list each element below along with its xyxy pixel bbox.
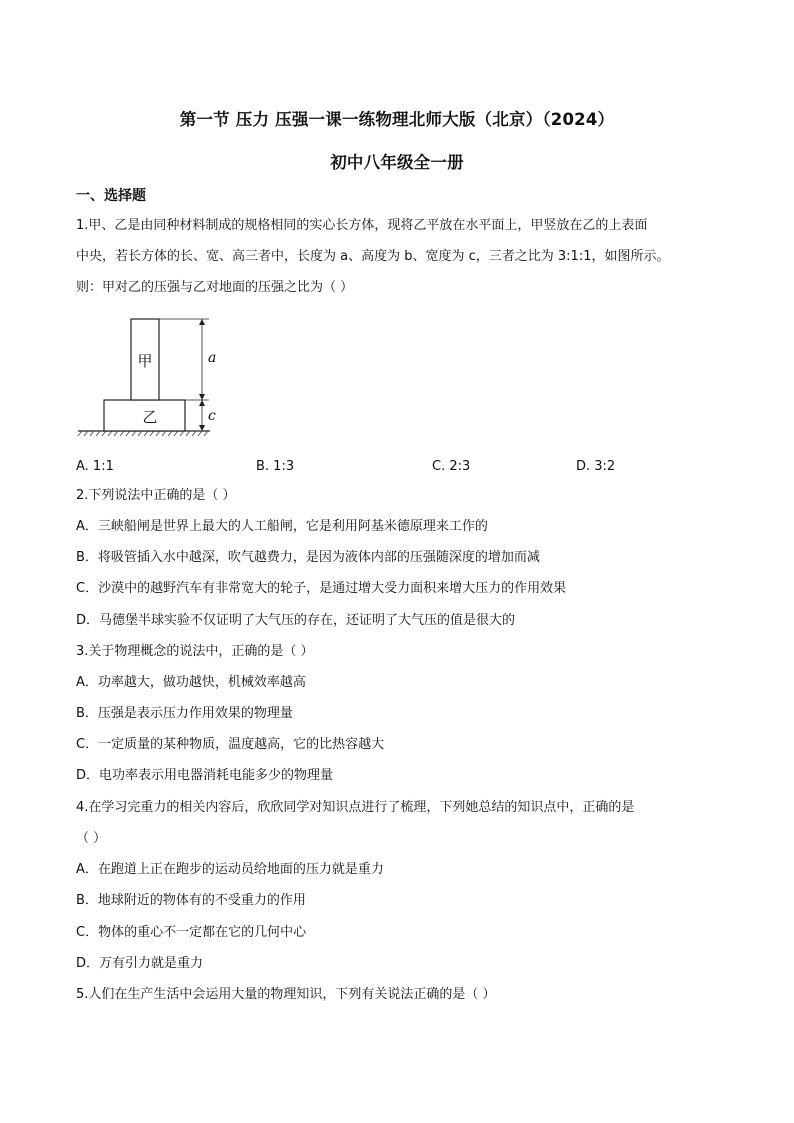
q1-option-c: C. 2:3 [432, 459, 471, 474]
q4-option-b: B．地球附近的物体有的不受重力的作用 [76, 893, 306, 908]
q4-stem-line1: 4.在学习完重力的相关内容后，欣欣同学对知识点进行了梳理，下列她总结的知识点中，正确的是 [76, 800, 635, 815]
q2-stem: 2.下列说法中正确的是（ ） [76, 488, 236, 503]
label-dim-a: a [208, 350, 217, 366]
q1-figure [74, 312, 224, 440]
q1-text-line3: 则：甲对乙的压强与乙对地面的压强之比为（ ） [76, 280, 354, 295]
q4-option-a: A．在跑道上正在跑步的运动员给地面的压力就是重力 [76, 862, 384, 877]
label-jia: 甲 [137, 352, 153, 370]
q2-option-a: A．三峡船闸是世界上最大的人工船闸，它是利用阿基米德原理来工作的 [76, 519, 488, 534]
q1-option-d: D. 3:2 [576, 459, 616, 474]
q2-option-b: B．将吸管插入水中越深，吹气越费力，是因为液体内部的压强随深度的增加而减 [76, 550, 540, 565]
label-yi: 乙 [142, 408, 158, 426]
q3-option-d: D．电功率表示用电器消耗电能多少的物理量 [76, 768, 334, 783]
section-heading: 一、选择题 [76, 188, 146, 204]
q3-stem: 3.关于物理概念的说法中，正确的是（ ） [76, 644, 314, 659]
q2-option-d: D．马德堡半球实验不仅证明了大气压的存在，还证明了大气压的值是很大的 [76, 613, 516, 628]
q1-option-b: B. 1:3 [256, 459, 295, 474]
q3-option-b: B．压强是表示压力作用效果的物理量 [76, 706, 293, 721]
q3-option-c: C．一定质量的某种物质，温度越高，它的比热容越大 [76, 737, 385, 752]
document-subtitle: 初中八年级全一册 [330, 153, 464, 172]
q2-option-c: C．沙漠中的越野汽车有非常宽大的轮子，是通过增大受力面积来增大压力的作用效果 [76, 581, 567, 596]
q1-text-line2: 中央，若长方体的长、宽、高三者中，长度为 a、高度为 b、宽度为 c，三者之比为 3:1:1，如图所示。 [76, 249, 670, 264]
q4-option-d: D．万有引力就是重力 [76, 956, 204, 971]
q3-option-a: A．功率越大，做功越快，机械效率越高 [76, 675, 306, 690]
q1-option-a: A. 1:1 [76, 459, 114, 474]
label-dim-c: c [208, 408, 216, 424]
q1-text-line1: 1.甲、乙是由同种材料制成的规格相同的实心长方体，现将乙平放在水平面上，甲竖放在乙的上表面 [76, 218, 648, 233]
q4-stem-line2: （ ） [76, 831, 107, 846]
document-title: 第一节 压力 压强一课一练物理北师大版（北京）（2024） [179, 110, 615, 129]
q4-option-c: C．物体的重心不一定都在它的几何中心 [76, 925, 307, 940]
q5-stem: 5.人们在生产生活中会运用大量的物理知识，下列有关说法正确的是（ ） [76, 987, 496, 1002]
